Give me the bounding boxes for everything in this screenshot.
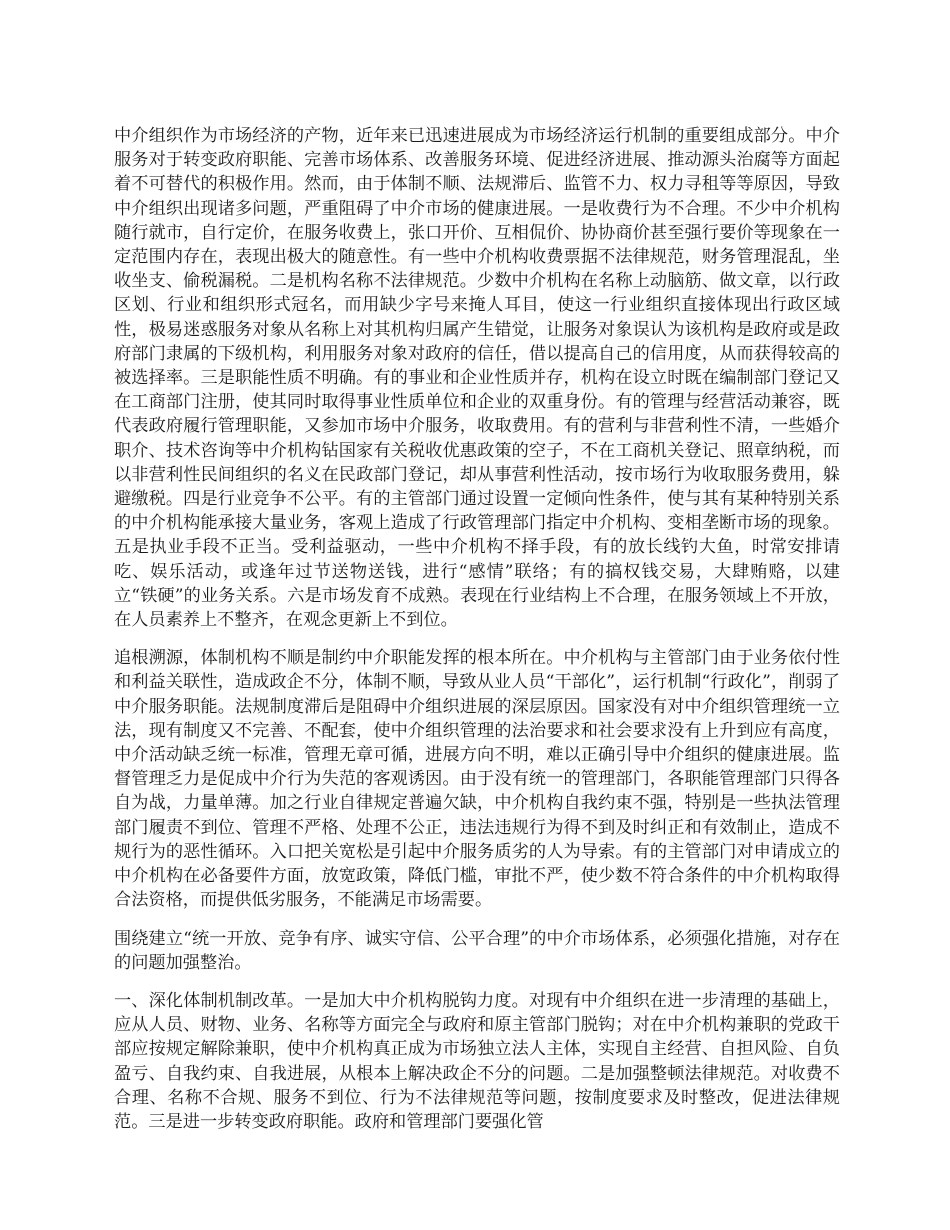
paragraph-3: 围绕建立“统一开放、竞争有序、诚实守信、公平合理”的中介市场体系，必须强化措施，对存在的问题加强整治。 xyxy=(114,928,840,973)
document-body xyxy=(114,124,840,1148)
paragraph-1: 中介组织作为市场经济的产物，近年来已迅速进展成为市场经济运行机制的重要组成部分。中介服务对于转变政府职能、完善市场体系、改善服务环境、促进经济进展、推动源头治腐等方面起着不可替代的积极作用。然而，由于体制不顺、法规滞后、监管不力、权力寻租等等原因，导致中介组织出现诸多问题，严重阻碍了中介市场的健康进展。一是收费行为不合理。不少中介机构随行就市，自行定价，在服务收费上，张口开价、互相侃价、协协商价甚至强行要价等现象在一定范围内存在，表现出极大的随意性。有一些中介机构收费票据不法律规范，财务管理混乱，坐收坐支、偷税漏税。二是机构名称不法律规范。少数中介机构在名称上动脑筋、做文章，以行政区划、行业和组织形式冠名，而用缺少字号来掩人耳目，使这一行业组织直接体现出行政区域性，极易迷惑服务对象从名称上对其机构归属产生错觉，让服务对象误认为该机构是政府或是政府部门隶属的下级机构，利用服务对象对政府的信任，借以提高自己的信用度，从而获得较高的被选择率。三是职能性质不明确。有的事业和企业性质并存，机构在设立时既在编制部门登记又在工商部门注册，使其同时取得事业性质单位和企业的双重身份。有的管理与经营活动兼容，既代表政府履行管理职能，又参加市场中介服务，收取费用。有的营利与非营利性不清，一些婚介职介、技术咨询等中介机构钻国家有关税收优惠政策的空子，不在工商机关登记、照章纳税，而以非营利性民间组织的名义在民政部门登记，却从事营利性活动，按市场行为收取服务费用，躲避缴税。四是行业竞争不公平。有的主管部门通过设置一定倾向性条件，使与其有某种特别关系的中介机构能承接大量业务，客观上造成了行政管理部门指定中介机构、变相垄断市场的现象。五是执业手段不正当。受利益驱动，一些中介机构不择手段，有的放长线钓大鱼，时常安排请吃、娱乐活动，或逢年过节送物送钱，进行“感情”联络；有的搞权钱交易，大肆贿赂，以建立“铁硬”的业务关系。六是市场发育不成熟。表现在行业结构上不合理，在服务领域上不开放，在人员素养上不整齐，在观念更新上不到位。 xyxy=(114,126,840,631)
paragraph-4: 一、深化体制机制改革。一是加大中介机构脱钩力度。对现有中介组织在进一步清理的基础上，应从人员、财物、业务、名称等方面完全与政府和原主管部门脱钩；对在中介机构兼职的党政干部应按规定解除兼职，使中介机构真正成为市场独立法人主体，实现自主经营、自担风险、自负盈亏、自我约束、自我进展，从根本上解决政企不分的问题。二是加强整顿法律规范。对收费不合理、名称不合规、服务不到位、行为不法律规范等问题，按制度要求及时整改，促进法律规范。三是进一步转变政府职能。政府和管理部门要强化管 xyxy=(114,990,840,1132)
paragraph-2: 追根溯源，体制机构不顺是制约中介职能发挥的根本所在。中介机构与主管部门由于业务依付性和利益关联性，造成政企不分，体制不顺，导致从业人员“干部化”，运行机制“行政化”，削弱了中介服务职能。法规制度滞后是阻碍中介组织进展的深层原因。国家没有对中介组织管理统一立法，现有制度又不完善、不配套，使中介组织管理的法治要求和社会要求没有上升到应有高度，中介活动缺乏统一标准，管理无章可循，进展方向不明，难以正确引导中介组织的健康进展。监督管理乏力是促成中介行为失范的客观诱因。由于没有统一的管理部门，各职能管理部门只得各自为战，力量单薄。加之行业自律规定普遍欠缺，中介机构自我约束不强，特别是一些执法管理部门履责不到位、管理不严格、处理不公正，违法违规行为得不到及时纠正和有效制止，造成不规行为的恶性循环。入口把关宽松是引起中介服务质劣的人为导索。有的主管部门对申请成立的中介机构在必备要件方面，放宽政策，降低门槛，审批不严，使少数不符合条件的中介机构取得合法资格，而提供低劣服务，不能满足市场需要。 xyxy=(114,648,840,911)
